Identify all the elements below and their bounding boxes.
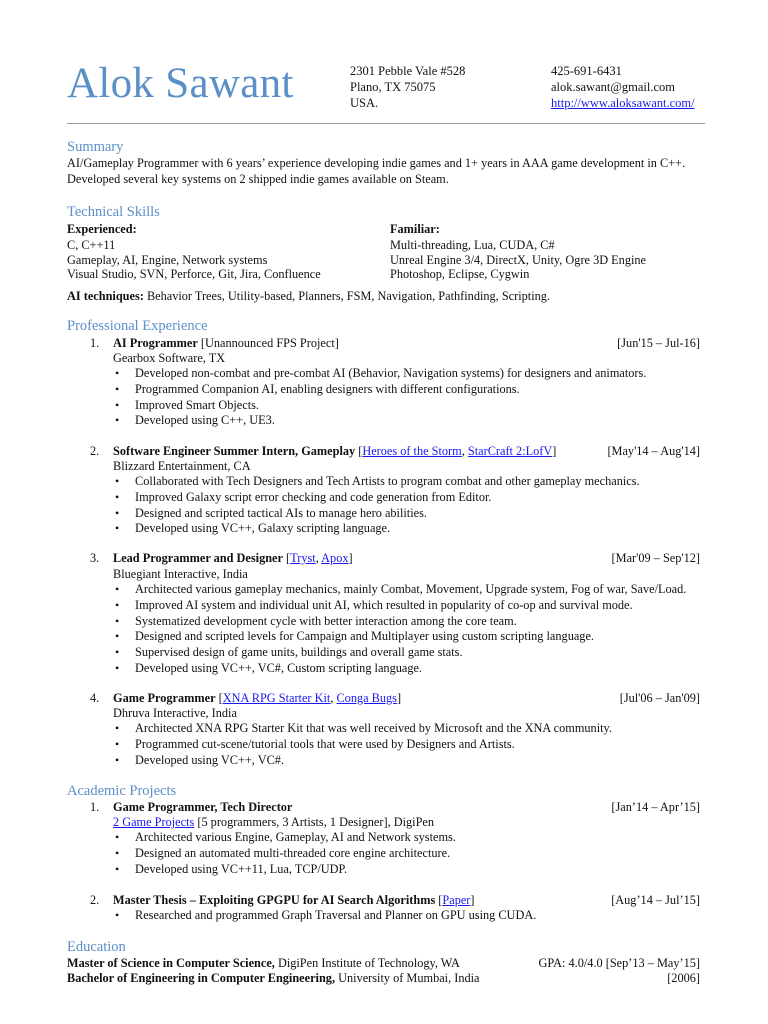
education-date: [2006]: [667, 971, 700, 985]
bracket: ]: [348, 551, 353, 565]
header-divider: [67, 123, 705, 124]
list-item: • Architected various Engine, Gameplay, AI and Network systems.: [113, 830, 456, 846]
list-item: • Programmed cut-scene/tutorial tools that were used by Designers and Artists.: [113, 737, 612, 753]
address-line: 2301 Pebble Vale #528: [350, 64, 466, 78]
degree: Master of Science in Computer Science,: [67, 956, 275, 970]
job-number: 1.: [90, 336, 100, 350]
project-link[interactable]: Heroes of the Storm: [362, 444, 462, 458]
project-link[interactable]: Apox: [321, 551, 349, 565]
experience-heading: Professional Experience: [67, 318, 208, 334]
bracket: [: [282, 551, 291, 565]
bracket: [: [197, 336, 205, 350]
project-number: 1.: [90, 800, 100, 814]
job-title-line: [113, 690, 401, 706]
project-bullets: [113, 908, 536, 924]
education-row: [67, 970, 480, 986]
list-item: • Designed an automated multi-threaded core engine architecture.: [113, 846, 456, 862]
job-company: Gearbox Software, TX: [113, 351, 226, 365]
list-item: • Developed using VC++, VC#, Custom scripting language.: [113, 661, 686, 677]
experienced-label: Experienced:: [67, 222, 137, 236]
project-title: Game Programmer, Tech Director: [113, 800, 293, 814]
list-item: • Developed non-combat and pre-combat AI (Behavior, Navigation systems) for designers and animators.: [113, 366, 646, 382]
list-item: • Designed and scripted levels for Campaign and Multiplayer using custom scripting language.: [113, 629, 686, 645]
job-title: Game Programmer: [113, 691, 216, 705]
job-company: Bluegiant Interactive, India: [113, 567, 248, 581]
job-title-line: [113, 335, 339, 351]
bracket: ]: [396, 691, 402, 705]
education-heading: Education: [67, 939, 126, 955]
project-title: Master Thesis – Exploiting GPGPU for AI Search Algorithms: [113, 893, 436, 907]
familiar-skill: Multi-threading, Lua, CUDA, C#: [390, 238, 555, 252]
project-link[interactable]: XNA RPG Starter Kit: [222, 691, 331, 705]
list-item: • Architected various gameplay mechanics, mainly Combat, Movement, Upgrade system, Fog of war, Save/Load.: [113, 582, 686, 598]
project-team: [5 programmers, 3 Artists, 1 Designer], DigiPen: [194, 815, 435, 829]
project-sub: [113, 814, 434, 830]
ai-techniques: [67, 288, 550, 304]
list-item: • Collaborated with Tech Designers and Tech Artists to program combat and other gameplay mechanics.: [113, 474, 640, 490]
job-title: AI Programmer: [113, 336, 198, 350]
experienced-skill: Visual Studio, SVN, Perforce, Git, Jira, Confluence: [67, 267, 321, 281]
phone-number: 425-691-6431: [551, 64, 622, 78]
summary-heading: Summary: [67, 139, 124, 155]
job-number: 2.: [90, 444, 100, 458]
experienced-skill: C, C++11: [67, 238, 116, 252]
address-block: [350, 63, 465, 111]
job-number: 3.: [90, 551, 100, 565]
list-item: • Architected XNA RPG Starter Kit that was well received by Microsoft and the XNA community.: [113, 721, 612, 737]
job-title-line: [113, 443, 556, 459]
project-date: [Jan’14 – Apr’15]: [611, 800, 700, 814]
list-item: • Programmed Companion AI, enabling designers with different configurations.: [113, 382, 646, 398]
separator: ,: [330, 691, 337, 705]
job-title-line: [113, 550, 353, 566]
job-number: 4.: [90, 691, 100, 705]
ai-techniques-text: Behavior Trees, Utility-based, Planners, FSM, Navigation, Pathfinding, Scripting.: [146, 289, 550, 303]
address-line: Plano, TX 75075: [350, 80, 436, 94]
list-item: • Developed using VC++11, Lua, TCP/UDP.: [113, 862, 456, 878]
project-bullets: [113, 830, 456, 877]
job-project: Unannounced FPS Project]: [204, 336, 339, 350]
project-number: 2.: [90, 893, 100, 907]
paper-link[interactable]: Paper: [442, 893, 471, 907]
list-item: • Improved AI system and individual unit AI, which resulted in popularity of co-op and survival mode.: [113, 598, 686, 614]
education-date: GPA: 4.0/4.0 [Sep’13 – May’15]: [538, 956, 700, 970]
job-date: [Jun'15 – Jul-16]: [617, 336, 700, 350]
list-item: • Supervised design of game units, buildings and overall game stats.: [113, 645, 686, 661]
job-bullets: [113, 474, 640, 537]
project-link[interactable]: Tryst: [290, 551, 316, 565]
job-bullets: [113, 582, 686, 677]
school: DigiPen Institute of Technology, WA: [274, 956, 460, 970]
bracket: [: [215, 691, 223, 705]
candidate-name: Alok Sawant: [67, 60, 294, 107]
list-item: • Developed using VC++, Galaxy scripting language.: [113, 521, 640, 537]
list-item: • Researched and programmed Graph Traversal and Planner on GPU using CUDA.: [113, 908, 536, 924]
job-company: Dhruva Interactive, India: [113, 706, 237, 720]
list-item: • Developed using C++, UE3.: [113, 413, 646, 429]
address-line: USA.: [350, 96, 379, 110]
list-item: • Designed and scripted tactical AIs to manage hero abilities.: [113, 506, 640, 522]
list-item: • Developed using VC++, VC#.: [113, 753, 612, 769]
job-date: [Jul'06 – Jan'09]: [619, 691, 700, 705]
list-item: • Systematized development cycle with better interaction among the core team.: [113, 614, 686, 630]
bracket: ]: [552, 444, 557, 458]
project-link[interactable]: Conga Bugs: [336, 691, 397, 705]
list-item: • Improved Galaxy script error checking and code generation from Editor.: [113, 490, 640, 506]
school: University of Mumbai, India: [335, 971, 480, 985]
list-item: • Improved Smart Objects.: [113, 398, 646, 414]
experienced-skill: Gameplay, AI, Engine, Network systems: [67, 253, 268, 267]
job-bullets: [113, 721, 612, 768]
project-link[interactable]: StarCraft 2:LofV: [467, 444, 553, 458]
summary-line: Developed several key systems on 2 shipped indie games available on Steam.: [67, 172, 449, 186]
job-date: [May'14 – Aug'14]: [607, 444, 700, 458]
ai-techniques-label: AI techniques:: [67, 289, 144, 303]
education-row: [67, 955, 460, 971]
familiar-skill: Photoshop, Eclipse, Cygwin: [390, 267, 530, 281]
familiar-label: Familiar:: [390, 222, 440, 236]
separator: ,: [461, 444, 468, 458]
job-date: [Mar'09 – Sep'12]: [611, 551, 700, 565]
familiar-skill: Unreal Engine 3/4, DirectX, Unity, Ogre 3D Engine: [390, 253, 647, 267]
degree: Bachelor of Engineering in Computer Engineering,: [67, 971, 336, 985]
summary-line: AI/Gameplay Programmer with 6 years’ experience developing indie games and 1+ years in AAA game development in C++.: [67, 156, 686, 170]
project-date: [Aug’14 – Jul’15]: [611, 893, 700, 907]
job-title: Lead Programmer and Designer: [113, 551, 283, 565]
skills-heading: Technical Skills: [67, 204, 160, 220]
email-address: alok.sawant@gmail.com: [551, 80, 675, 94]
job-title: Software Engineer Summer Intern, Gameplay: [113, 444, 356, 458]
job-bullets: [113, 366, 646, 429]
bracket: [: [355, 444, 363, 458]
contact-block: [551, 63, 695, 111]
separator: ,: [315, 551, 322, 565]
website-link[interactable]: http://www.aloksawant.com/: [551, 96, 695, 110]
project-title-line: Master Thesis – Exploiting GPGPU for AI Search Algorithms [Paper]: [113, 893, 475, 907]
academic-heading: Academic Projects: [67, 783, 177, 799]
game-projects-link[interactable]: 2 Game Projects: [113, 815, 195, 829]
job-company: Blizzard Entertainment, CA: [113, 459, 251, 473]
